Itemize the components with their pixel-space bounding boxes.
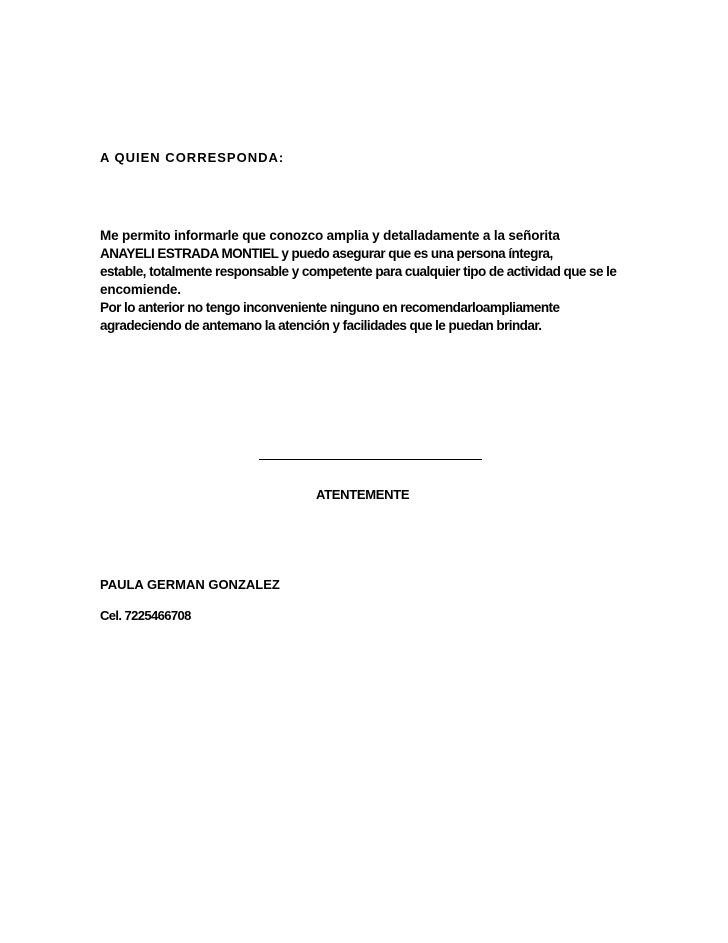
- body-line: estable, totalmente responsable y competente para cualquier tipo de actividad que se le: [100, 264, 617, 279]
- body-line: agradeciendo de antemano la atención y facilidades que le puedan brindar.: [100, 318, 542, 333]
- body-line: Me permito informarle que conozco amplia y detalladamente a la señorita: [100, 228, 560, 243]
- salutation-heading: A QUIEN CORRESPONDA:: [100, 150, 285, 165]
- closing-text: ATENTEMENTE: [316, 487, 410, 502]
- body-line: ANAYELI ESTRADA MONTIEL y puedo asegurar que es una persona íntegra,: [100, 246, 553, 261]
- body-line: encomiende.: [100, 282, 181, 297]
- sender-name: PAULA GERMAN GONZALEZ: [100, 577, 280, 592]
- body-line: Por lo anterior no tengo inconveniente ninguno en recomendarloampliamente: [100, 300, 560, 315]
- sender-phone: Cel. 7225466708: [100, 608, 191, 623]
- letter-body: [100, 227, 640, 335]
- signature-line: [259, 459, 482, 460]
